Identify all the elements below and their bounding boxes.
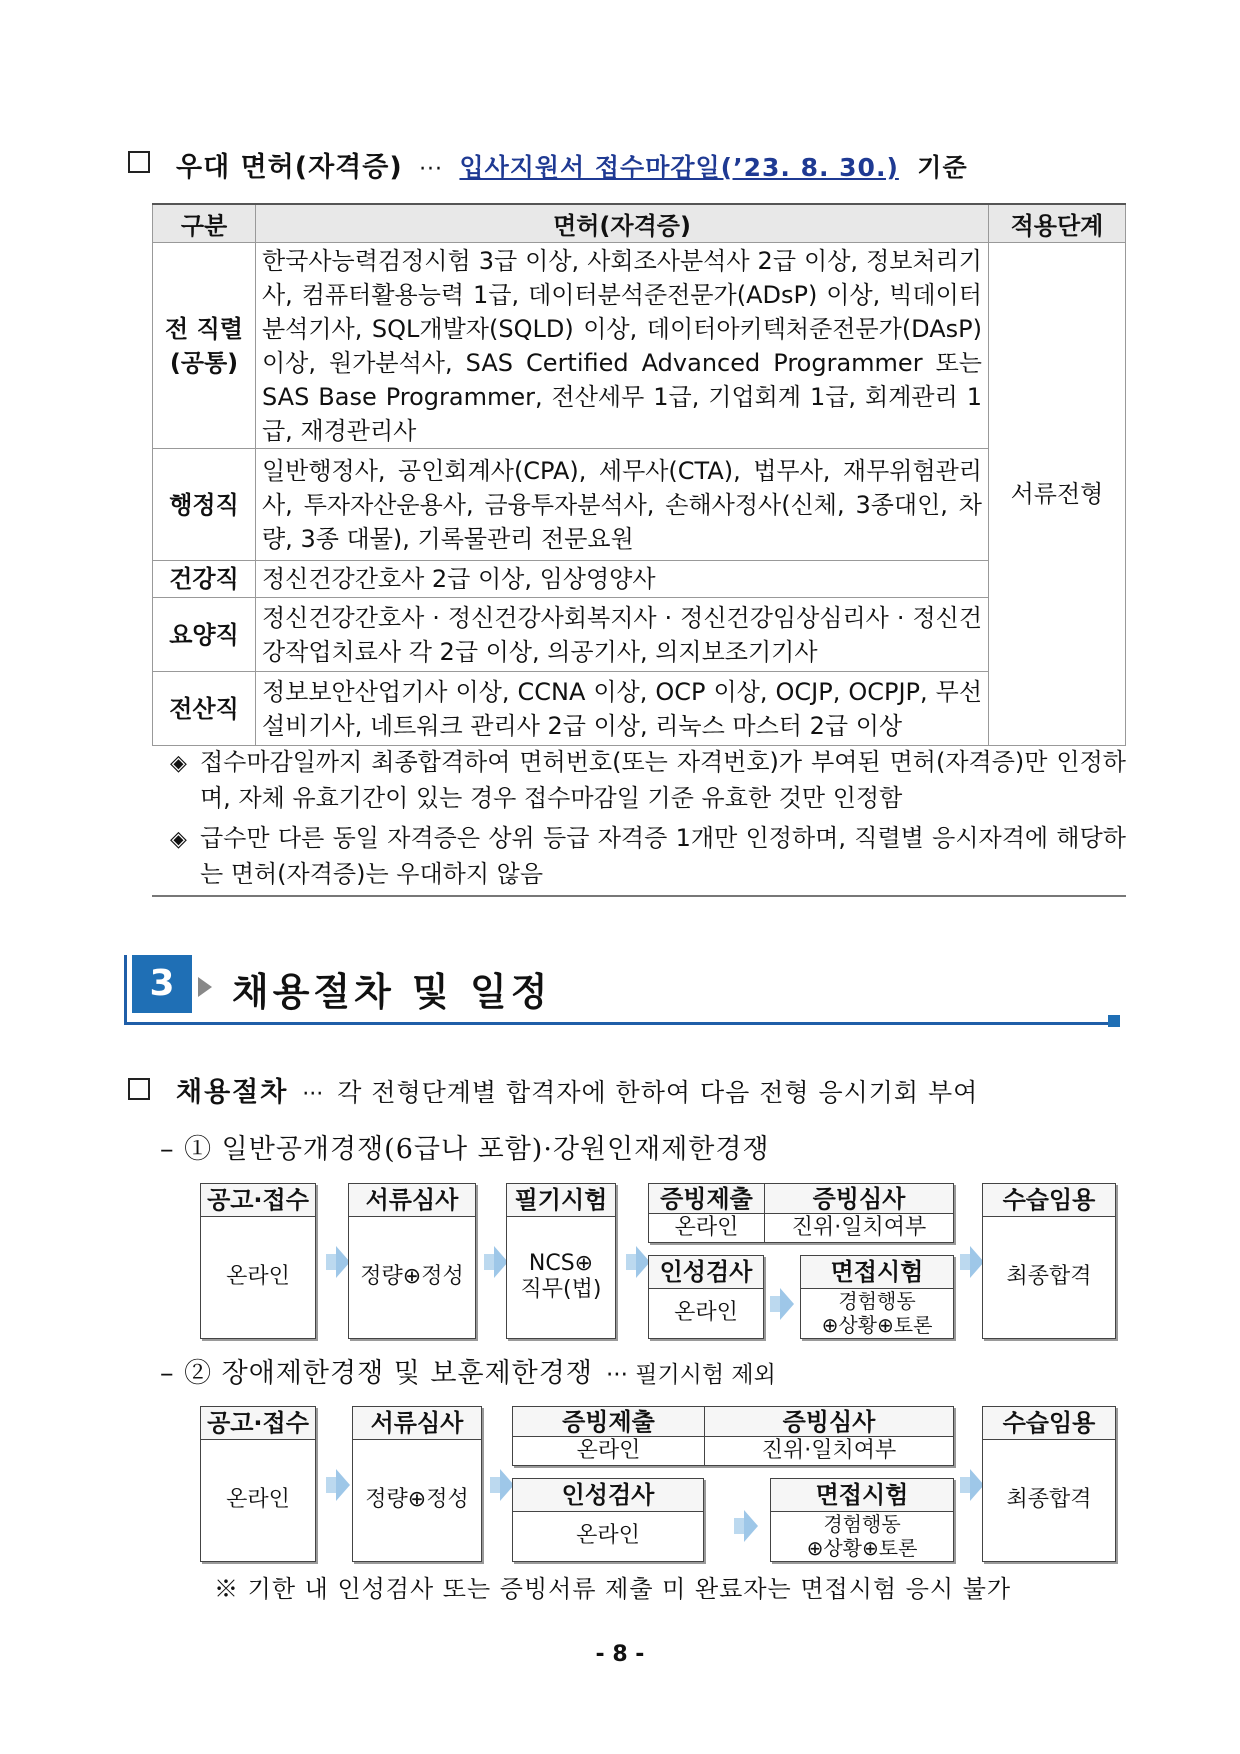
- step-title: 인성검사: [649, 1256, 763, 1289]
- arrow-right-icon: [780, 1288, 794, 1320]
- flow-step-hire: [982, 1406, 1116, 1562]
- step-body-line: 경험행동: [838, 1289, 916, 1313]
- notes-block: [152, 745, 1126, 897]
- procedure-title: 채용절차: [176, 1077, 289, 1108]
- flow-step-hire: [982, 1183, 1116, 1339]
- step-body: [507, 1216, 615, 1338]
- basis-suffix: 기준: [917, 153, 968, 182]
- section-title: 채용절차 및 일정: [232, 970, 552, 1014]
- step-title: 필기시험: [507, 1184, 615, 1217]
- step-body: 정량⊕정성: [360, 1264, 464, 1289]
- checkbox-icon: [128, 1078, 150, 1100]
- dots: ···: [419, 157, 444, 182]
- step-body-line: ⊕상황⊕토론: [806, 1536, 918, 1560]
- flow-step-apply: [200, 1406, 316, 1562]
- step-body: 온라인: [576, 1523, 640, 1548]
- footnote: ※ 기한 내 인성검사 또는 증빙서류 제출 미 완료자는 면접시험 응시 불가: [214, 1575, 1012, 1603]
- step-body: 최종합격: [1006, 1264, 1092, 1289]
- preferred-license-table: [152, 203, 1126, 746]
- track2-label: – ② 장애제한경쟁 및 보훈제한경쟁: [160, 1358, 593, 1389]
- step-title: 서류심사: [349, 1184, 475, 1217]
- section-number: 3: [132, 955, 192, 1013]
- procedure-heading: [176, 1070, 978, 1109]
- diamond-icon: ◈: [170, 827, 187, 852]
- preferred-title: 우대 면허(자격증): [176, 152, 403, 183]
- step-title: 증빙제출: [649, 1184, 765, 1214]
- track2-heading: [160, 1351, 776, 1390]
- note-text: 급수만 다른 동일 자격증은 상위 등급 자격증 1개만 인정하며, 직렬별 응시자격에 해당하는 면허(자격증)는 우대하지 않음: [200, 824, 1126, 888]
- table-row: [153, 243, 1126, 449]
- step-body: 온라인: [226, 1264, 290, 1289]
- stage-cell: 서류전형: [989, 243, 1126, 746]
- step-body: 최종합격: [1006, 1487, 1092, 1512]
- table-row: [153, 672, 1126, 746]
- procedure-desc: 각 전형단계별 합격자에 한하여 다음 전형 응시기회 부여: [337, 1078, 979, 1107]
- table-header-category: 구분: [153, 204, 256, 243]
- flow-step-interview: [770, 1478, 954, 1562]
- row-category: 전산직: [153, 672, 256, 746]
- row-licenses: 정보보안산업기사 이상, CCNA 이상, OCP 이상, OCJP, OCPJP, 무선설비기사, 네트워크 관리사 2급 이상, 리눅스 마스터 2급 이상: [256, 672, 989, 746]
- step-title: 면접시험: [801, 1256, 953, 1289]
- step-title: 증빙심사: [765, 1184, 953, 1214]
- step-title: 인성검사: [513, 1479, 703, 1512]
- table-row: [153, 561, 1126, 598]
- flow-step-interview: [800, 1255, 954, 1339]
- flow-step-proof-group: [648, 1183, 954, 1243]
- preferred-heading: [176, 145, 968, 184]
- flow-step-doc-review: [352, 1406, 482, 1562]
- step-body-line: 경험행동: [823, 1512, 901, 1536]
- step-body: 온라인: [513, 1437, 705, 1465]
- step-body: 온라인: [226, 1487, 290, 1512]
- step-body: 온라인: [674, 1300, 738, 1325]
- flow-step-proof-group: [512, 1406, 954, 1466]
- dots: ···: [302, 1082, 324, 1107]
- step-body-line: NCS⊕: [528, 1251, 594, 1276]
- row-category: 전 직렬 (공통): [153, 243, 256, 449]
- row-category: 건강직: [153, 561, 256, 598]
- section-underline: [124, 1022, 1114, 1025]
- row-licenses: 정신건강간호사 · 정신건강사회복지사 · 정신건강임상심리사 · 정신건강작업치료사 각 2급 이상, 의공기사, 의지보조기기사: [256, 598, 989, 672]
- table-row: [153, 598, 1126, 672]
- arrow-right-icon: [336, 1469, 350, 1501]
- diamond-icon: ◈: [170, 751, 187, 776]
- step-title: 공고·접수: [201, 1184, 315, 1217]
- step-body: 정량⊕정성: [365, 1487, 469, 1512]
- note-item: [152, 821, 1126, 891]
- section-header: [124, 955, 1126, 1025]
- track1-label: – ① 일반공개경쟁(6급나 포함)·강원인재제한경쟁: [160, 1134, 770, 1165]
- row-category: 요양직: [153, 598, 256, 672]
- step-body-line: 직무(법): [520, 1277, 602, 1302]
- arrow-right-icon: [744, 1510, 758, 1542]
- basis-date-link[interactable]: 입사지원서 접수마감일(’23. 8. 30.): [459, 153, 899, 182]
- step-body-line: ⊕상황⊕토론: [821, 1313, 933, 1337]
- flow-step-written: [506, 1183, 616, 1339]
- step-body: [801, 1288, 953, 1338]
- flow-step-apply: [200, 1183, 316, 1339]
- step-title: 증빙심사: [705, 1407, 953, 1437]
- section-triangle-icon: [198, 977, 212, 997]
- note-text: 접수마감일까지 최종합격하여 면허번호(또는 자격번호)가 부여된 면허(자격증)만 인정하며, 자체 유효기간이 있는 경우 접수마감일 기준 유효한 것만 인정함: [200, 748, 1126, 812]
- table-header-stage: 적용단계: [989, 204, 1126, 243]
- row-licenses: 일반행정사, 공인회계사(CPA), 세무사(CTA), 법무사, 재무위험관리사, 투자자산운용사, 금융투자분석사, 손해사정사(신체, 3종대인, 차량, 3종 대물), 기록물관리 전문요원: [256, 449, 989, 561]
- step-title: 수습임용: [983, 1184, 1115, 1217]
- step-body: 진위·일치여부: [761, 1438, 897, 1463]
- section-left-bar: [124, 955, 127, 1023]
- step-body: 진위·일치여부: [791, 1215, 927, 1240]
- row-licenses: 한국사능력검정시험 3급 이상, 사회조사분석사 2급 이상, 정보처리기사, 컴퓨터활용능력 1급, 데이터분석준전문가(ADsP) 이상, 빅데이터분석기사, SQL개발자(SQLD) 이상, 데이터아키텍처준전문가(DAsP) 이상, 원가분석사, SAS Certified Advanced Programmer 또는 SAS Base Programmer, 전산세무 1급, 기업회계 1급, 회계관리 1급, 재경관리사: [256, 243, 989, 449]
- table-header-license: 면허(자격증): [256, 204, 989, 243]
- note-item: [152, 745, 1126, 815]
- row-category: 행정직: [153, 449, 256, 561]
- table-row: [153, 449, 1126, 561]
- track2-suffix: ··· 필기시험 제외: [606, 1362, 776, 1388]
- flow-step-personality: [512, 1478, 704, 1562]
- checkbox-icon: [128, 151, 150, 173]
- row-licenses: 정신건강간호사 2급 이상, 임상영양사: [256, 561, 989, 598]
- flow-step-personality: [648, 1255, 764, 1339]
- step-body: 온라인: [649, 1214, 765, 1242]
- step-title: 면접시험: [771, 1479, 953, 1512]
- step-title: 서류심사: [353, 1407, 481, 1440]
- step-body: [771, 1511, 953, 1561]
- step-title: 공고·접수: [201, 1407, 315, 1440]
- flow-step-doc-review: [348, 1183, 476, 1339]
- step-title: 수습임용: [983, 1407, 1115, 1440]
- step-title: 증빙제출: [513, 1407, 705, 1437]
- page-number: - 8 -: [595, 1642, 645, 1667]
- section-end-square: [1108, 1015, 1120, 1027]
